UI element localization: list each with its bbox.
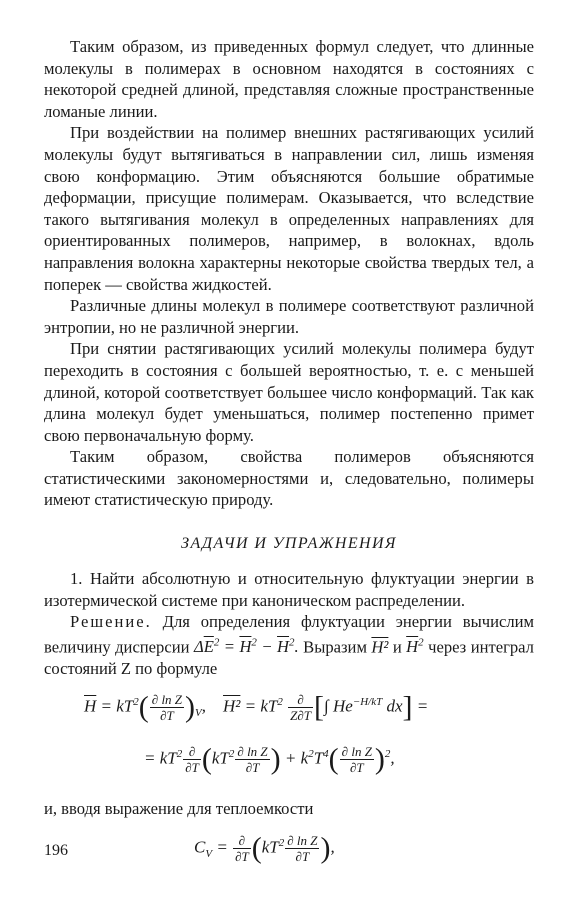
page-number: 196 xyxy=(44,842,68,859)
page-content xyxy=(44,36,534,873)
section-title: ЗАДАЧИ И УПРАЖНЕНИЯ xyxy=(181,535,397,553)
solution-text-4: через интеграл состояний Z по формуле xyxy=(44,637,534,678)
solution-paragraph xyxy=(44,611,534,679)
h2-mean-symbol: H² xyxy=(371,637,389,657)
problem-text: Найти абсолютную и относительную флуктуации энергии в изотермической системе при каноническом распределении. xyxy=(44,569,534,610)
formula-mean-energy: $\overline{H} = kT^2$( $\frac{\text{∂ ln Z}}{\partial T}$ )$_V$, $H^2 = kT^2$ $\frac{\partial}{Z\partial T}$ [∫ $He^{-H/kT}$ dx] = xyxy=(84,690,429,724)
after-formula-text: и, вводя выражение для теплоемкости xyxy=(44,798,314,818)
formula-mean-energy-squared: = $kT^2$ $\frac{\partial}{\partial T}$ ($kT^2$ $\frac{\text{∂ ln Z}}{\partial T}$ ) + $k^2T^4$( $\frac{\text{∂ ln Z}}{\partial T}$ )$^2$, xyxy=(144,742,395,776)
paragraph-3: Различные длины молекул в полимере соответствуют различной энтропии, но не различной энергии. xyxy=(44,296,534,337)
paragraph-2: При воздействии на полимер внешних растягивающих усилий молекулы будут вытягиваться в направлении сил, лишь изменяя свою конформацию. Этим объясняются большие обратимые деформации, присущие полимерам. Оказывается, что вследствие такого вытягивания молекул в определенных направлениях для ориентированных полимеров, например, в волокнах, вдоль направления волокна характерны некоторые свойства твердых тел, а поперек — свойства жидкостей. xyxy=(44,123,534,294)
solution-label: Решение. xyxy=(70,612,152,632)
solution-text-3: и xyxy=(392,637,402,657)
paragraph-5: Таким образом, свойства полимеров объясняются статистическими закономерностями и, следовательно, полимеры имеют статистическую природу. xyxy=(44,447,534,510)
solution-text-2: Выразим xyxy=(303,637,367,657)
problem-number: 1. xyxy=(70,569,83,589)
problem-1 xyxy=(44,568,534,611)
solution-text-1: Для определения флуктуации энергии вычислим величину дисперсии xyxy=(44,612,535,657)
paragraph-4: При снятии растягивающих усилий молекулы полимера будут переходить в состояния с большей вероятностью, т. е. с меньшей длиной, которой соответствует большее число конформаций. Так как длина молекул будет уменьшаться, полимер постепенно примет свою первоначальную форму. xyxy=(44,339,534,445)
dispersion-expression: $\Delta\overline{E}^2 = \overline{H}^2 - \overline{H}^2$. xyxy=(193,636,299,657)
h-mean-squared-symbol: $\overline{H}^2$ xyxy=(406,636,424,657)
paragraph-1: Таким образом, из приведенных формул следует, что длинные молекулы в полимерах в основном находятся в состояниях с некоторой средней длиной, представляя сложные пространственные ломаные линии. xyxy=(44,37,534,121)
formula-heat-capacity: $C_V$ = $\frac{\partial}{\partial T}$ ($kT^2$ $\frac{\text{∂ ln Z}}{\partial T}$ ), xyxy=(194,831,335,865)
